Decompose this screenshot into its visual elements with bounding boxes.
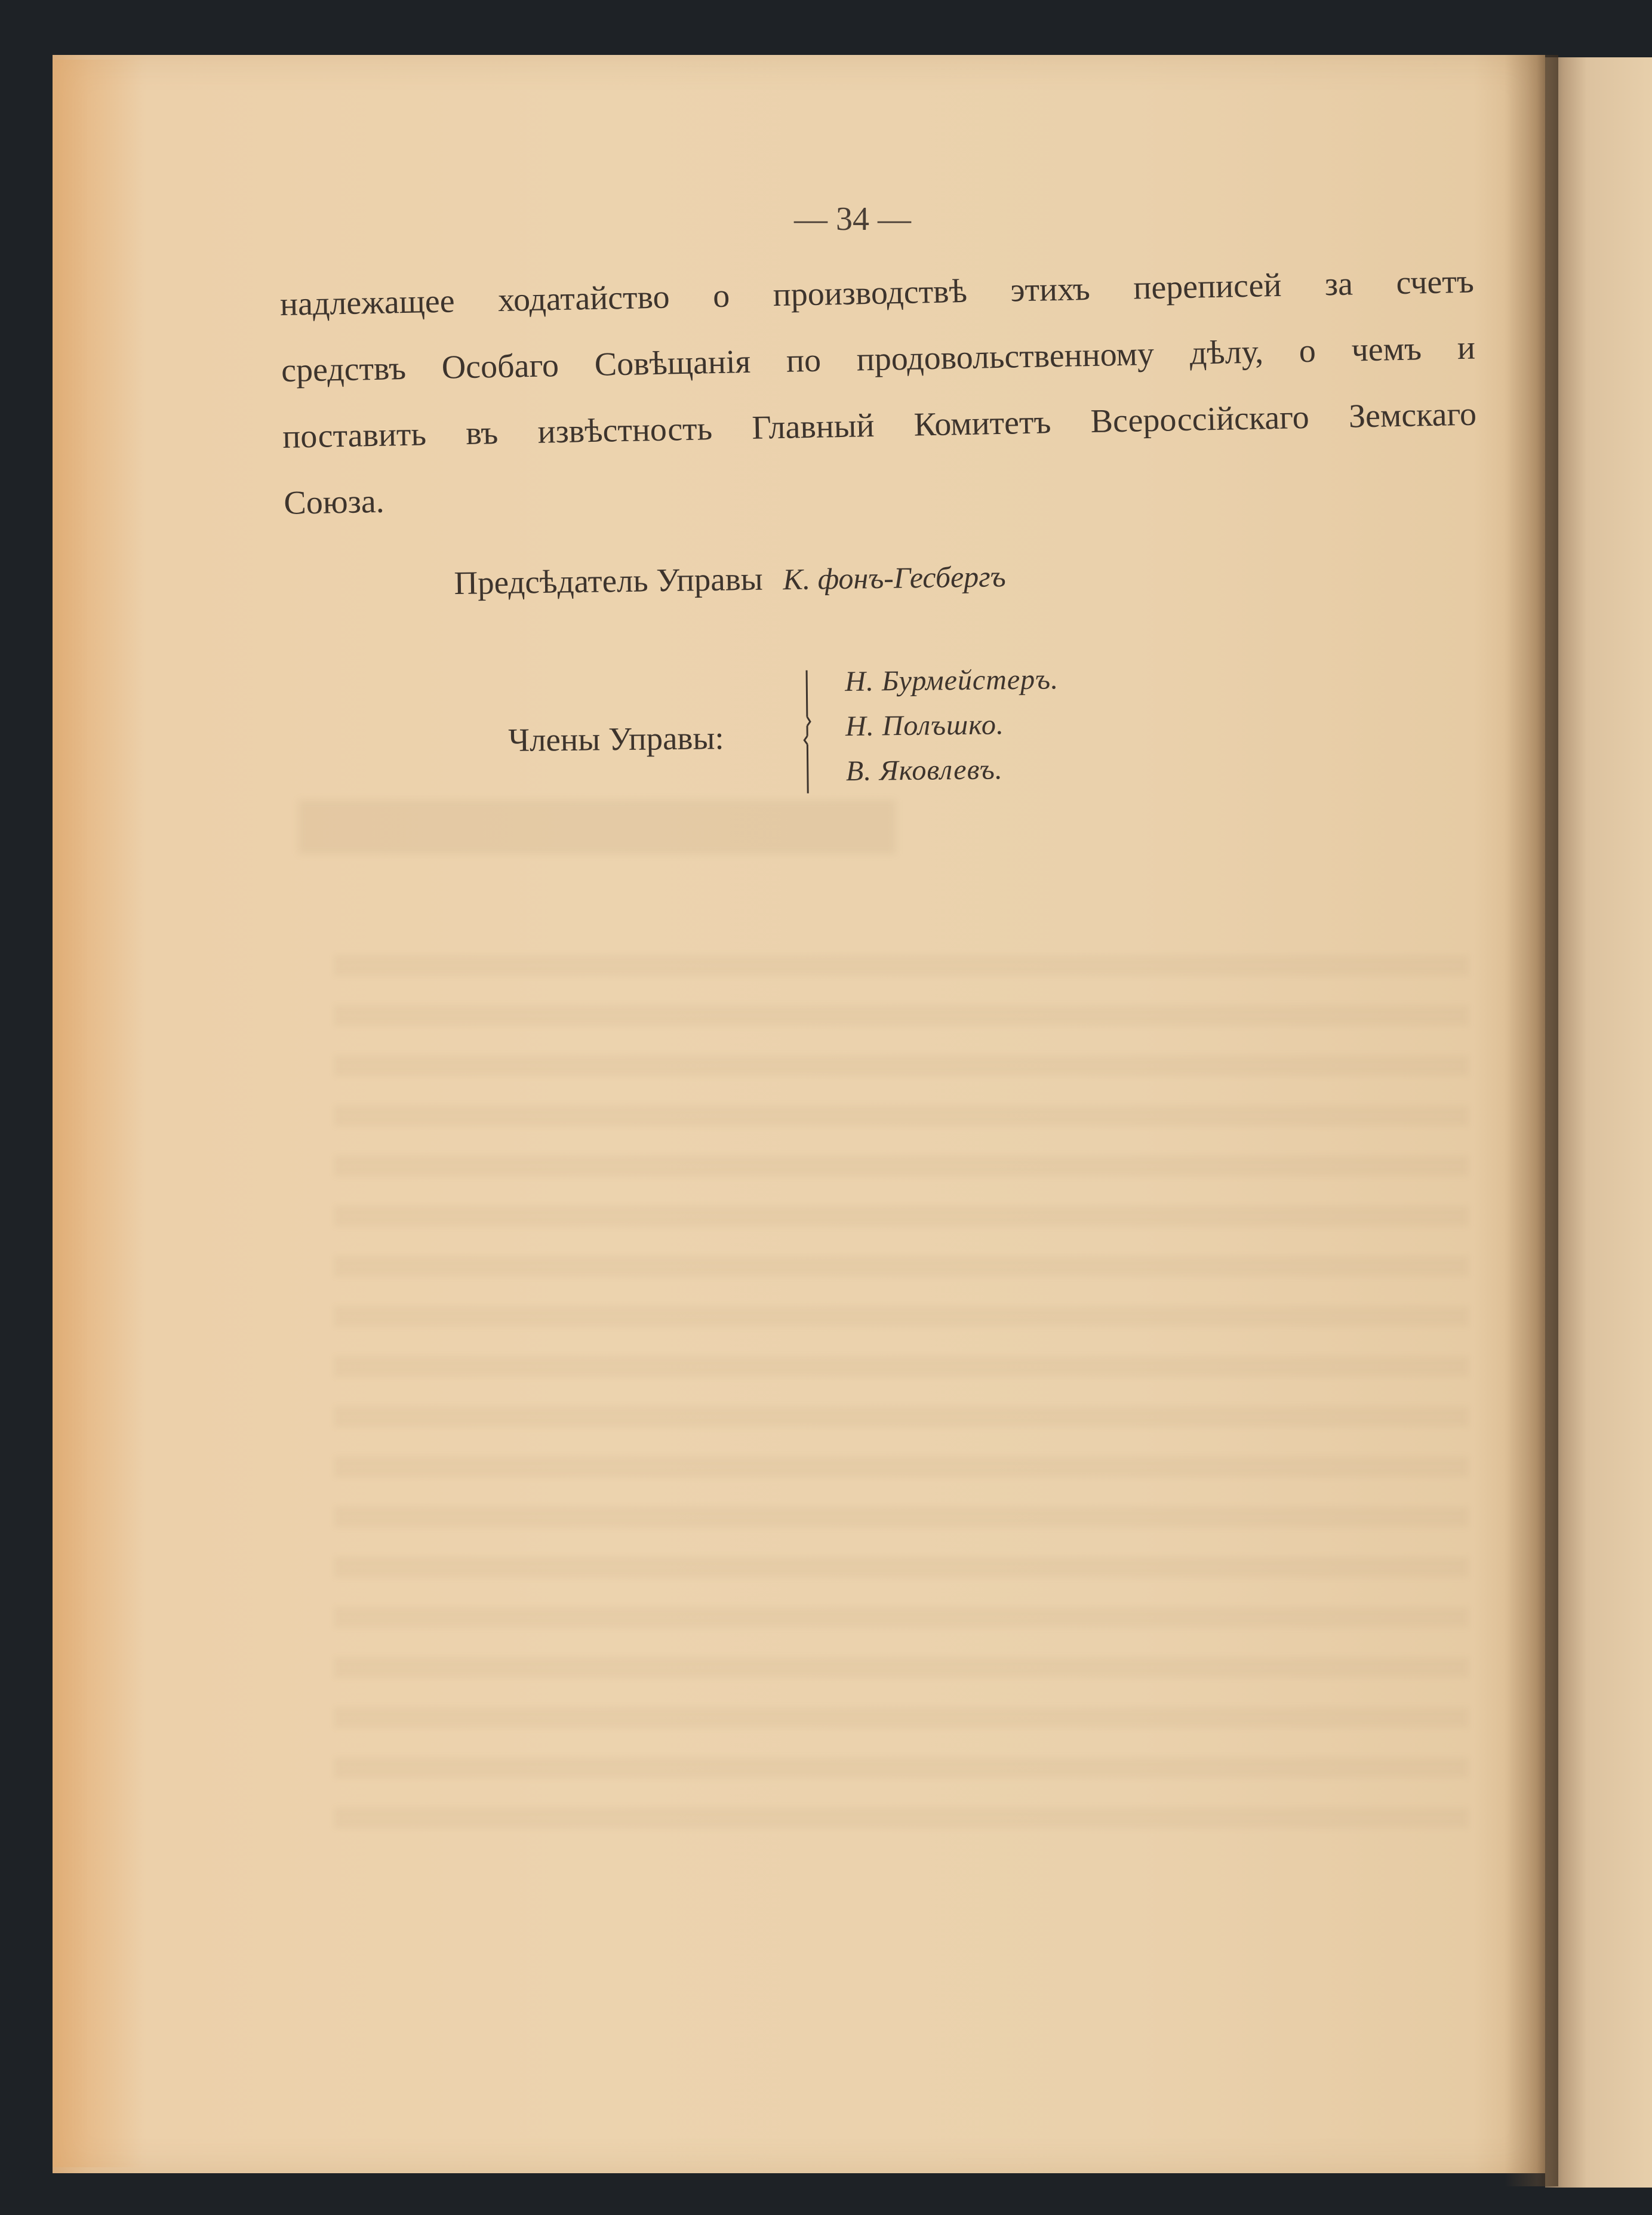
members-label: Члены Управы:: [507, 719, 724, 758]
chairman-name: К. фонъ-Гесбергъ: [783, 559, 1007, 596]
member-name: Н. Бурмейстеръ.: [844, 663, 1059, 698]
bleed-through: [334, 955, 1469, 1851]
member-name: Н. Полъшко.: [845, 709, 1005, 743]
chairman-line: [454, 556, 1006, 602]
body-line: поставить въ извѣстность Главный Комитетъ Всероссійскаго Земскаго: [282, 395, 1477, 456]
body-line: средствъ Особаго Совѣщанія по продовольственному дѣлу, о чемъ и: [281, 329, 1476, 389]
brace-icon: [801, 669, 813, 795]
next-page-edge: [1545, 57, 1652, 2188]
body-line: надлежащее ходатайство о производствѣ этихъ переписей за счетъ: [279, 263, 1475, 323]
board-members: [507, 662, 1165, 806]
body-paragraph: [279, 249, 1478, 537]
book-gutter-shadow: [1505, 55, 1558, 2186]
page-edge-discoloration: [53, 60, 142, 2167]
chairman-label: Предсѣдатель Управы: [454, 560, 764, 601]
page-number: — 34 —: [794, 201, 911, 238]
member-name: В. Яковлевъ.: [845, 753, 1003, 787]
bleed-through: [299, 800, 896, 854]
body-line: Союза.: [283, 482, 385, 522]
